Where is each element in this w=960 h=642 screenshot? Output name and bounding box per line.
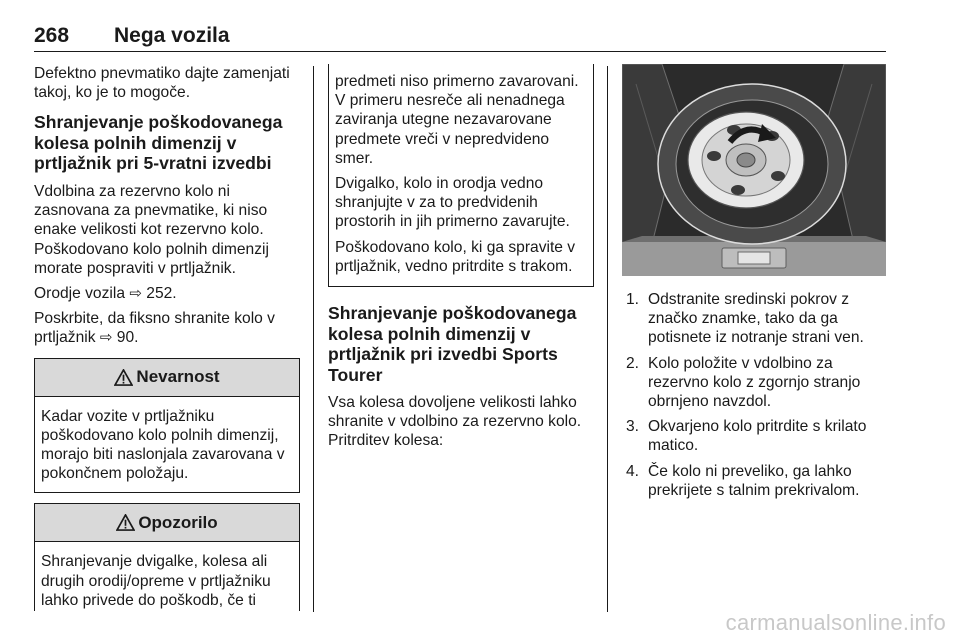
spare-wheel-illustration	[622, 64, 886, 276]
warning-box-title: Opozorilo	[138, 512, 218, 532]
column-3	[622, 64, 886, 500]
steps-list	[622, 290, 886, 500]
warning-box	[34, 503, 300, 611]
section-heading-sports-tourer: Shranjevanje poškodovanega kolesa polnih dimenzij v prtljažnik pri izvedbi Sports Tourer	[328, 303, 577, 385]
danger-box-title: Nevarnost	[136, 367, 220, 387]
danger-box	[34, 358, 300, 494]
tools-reference	[34, 284, 300, 303]
danger-box-header	[35, 359, 299, 397]
list-item: 3. Okvarjeno kolo pritrdite s krilato matico.	[626, 418, 867, 455]
reference-arrow-icon: ⇨	[129, 284, 142, 302]
watermark: carmanualsonline.info	[725, 610, 946, 635]
list-item: 4. Če kolo ni preveliko, ga lahko prekrijete s talnim prekrivalom.	[626, 462, 860, 499]
tools-reference-label: Orodje vozila	[34, 284, 126, 302]
warning-continued-p2: Dvigalko, kolo in orodja vedno shranjujte v za to predvidenih prostorih in jih primerno zavarujte.	[335, 175, 570, 231]
warning-triangle-icon	[114, 369, 133, 386]
warning-box-continued	[328, 64, 594, 287]
page-header	[34, 22, 886, 52]
secure-wheel-text: Poskrbite, da fiksno shranite kolo v prtljažnik	[34, 310, 275, 347]
warning-continued-p3: Poškodovano kolo, ki ga spravite v prtljažnik, vedno pritrdite s trakom.	[335, 238, 576, 275]
column-divider-left	[313, 66, 314, 612]
danger-box-text: Kadar vozite v prtljažniku poškodovano kolo polnih dimenzij, morajo biti naslonjala zavarovana v pokončnem položaju.	[41, 407, 285, 483]
tools-reference-page[interactable]: 252.	[146, 284, 177, 302]
chapter-title: Nega vozila	[114, 24, 230, 47]
list-item: 2. Kolo položite v vdolbino za rezervno kolo z zgornjo stranjo obrnjeno navzdol.	[626, 354, 861, 411]
sports-tourer-paragraph: Vsa kolesa dovoljene velikosti lahko shranite v vdolbino za rezervno kolo. Pritrditev kolesa:	[328, 394, 582, 450]
spare-well-paragraph: Vdolbina za rezervno kolo ni zasnovana za pnevmatike, ki niso enake velikosti kot rezervno kolo. Poškodovano kolo polnih dimenzij morate pospraviti v prtljažnik.	[34, 182, 269, 277]
secure-wheel-paragraph	[34, 309, 300, 347]
list-item: 1. Odstranite sredinski pokrov z značko znamke, tako da ga potisnete iz notranje strani ven.	[626, 291, 864, 347]
column-1	[34, 64, 300, 611]
section-heading-5-door: Shranjevanje poškodovanega kolesa polnih dimenzij v prtljažnik pri 5-vratni izvedbi	[34, 112, 283, 174]
page-number: 268	[34, 24, 70, 47]
column-divider-right	[607, 66, 608, 612]
spare-wheel-well-illustration	[622, 64, 886, 276]
warning-continued-p1: predmeti niso primerno zavarovani. V primeru nesreče ali nenadnega zaviranja utegne nezavarovane predmete vreči v nepredvideno smer.	[335, 73, 579, 167]
secure-wheel-page[interactable]: 90.	[116, 329, 139, 347]
warning-triangle-icon	[116, 514, 135, 531]
intro-paragraph: Defektno pnevmatiko dajte zamenjati takoj, ko je to mogoče.	[34, 65, 290, 102]
reference-arrow-icon: ⇨	[99, 329, 113, 347]
column-2	[328, 64, 594, 451]
warning-box-header	[35, 504, 299, 542]
warning-box-text: Shranjevanje dvigalke, kolesa ali drugih orodij/opreme v prtljažniku lahko privede do poškodb, če ti	[41, 553, 271, 609]
